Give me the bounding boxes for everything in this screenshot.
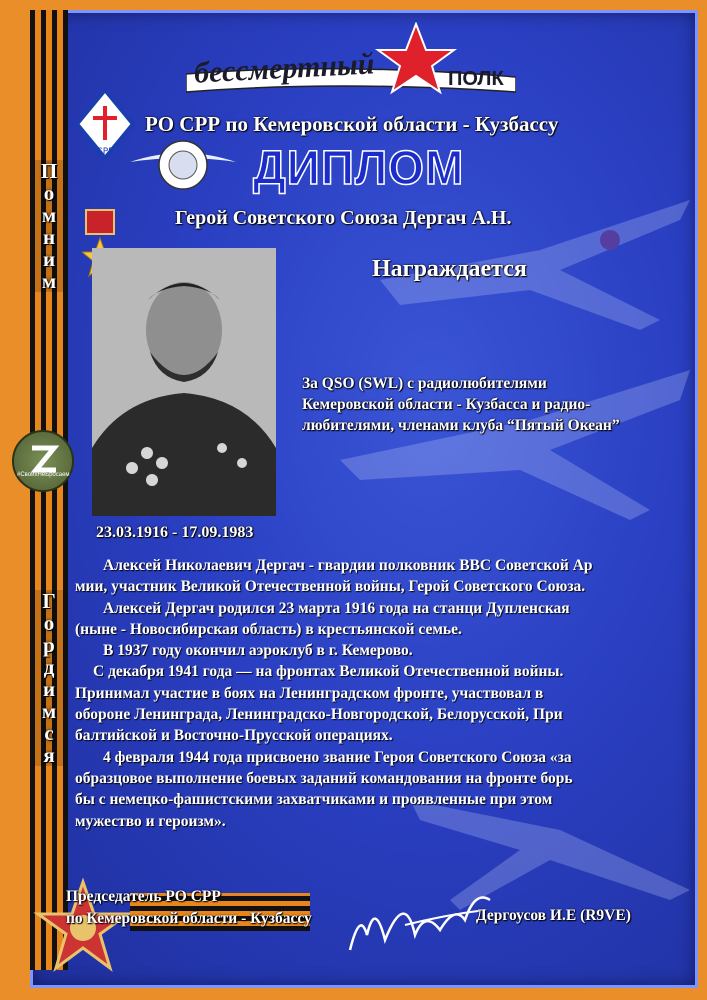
side-letter: м	[41, 203, 57, 227]
hero-name: Герой Советского Союза Дергач А.Н.	[175, 207, 512, 229]
immortal-regiment-logo	[186, 22, 516, 98]
signature-icon	[345, 880, 495, 960]
logo-word-regiment: ПОЛК	[448, 68, 504, 90]
awarded-label: Награждается	[372, 256, 527, 282]
chairman-title-line-1: Председатель РО СРР	[66, 888, 221, 905]
life-dates: 23.03.1916 - 17.09.1983	[96, 524, 254, 541]
club-emblem-icon	[128, 138, 238, 193]
biography-line: балтийской и Восточно-Прусской операциях.	[75, 727, 393, 745]
z-badge-icon	[12, 430, 74, 492]
award-reason-line-2: Кемеровской области - Кузбасса и радио-	[302, 396, 591, 413]
organization-title: РО СРР по Кемеровской области - Кузбассу	[145, 112, 559, 136]
biography-text	[75, 555, 675, 832]
side-letter: и	[42, 677, 56, 701]
signer-name: Дергоусов И.Е (R9VE)	[476, 907, 631, 924]
side-word-top	[34, 160, 64, 292]
side-letter: о	[43, 611, 55, 635]
srr-logo-icon	[75, 88, 135, 160]
diploma-title: ДИПЛОМ	[253, 139, 465, 195]
side-letter: о	[43, 181, 55, 205]
chairman-title-line-2: по Кемеровской области - Кузбассу	[66, 910, 312, 927]
hero-portrait	[92, 248, 276, 516]
biography-line: (ныне - Новосибирская область) в крестьянской семье.	[75, 620, 462, 638]
biography-line: мии, участник Великой Отечественной войны, Герой Советского Союза.	[75, 578, 586, 596]
biography-line: обороне Ленинграда, Ленинградско-Новгородской, Белорусской, При	[75, 706, 563, 724]
side-letter: м	[41, 699, 57, 723]
aircraft-illustration	[330, 340, 698, 540]
biography-line: образцовое выполнение боевых заданий командования на фронте борь	[75, 769, 573, 787]
biography-line: Принимал участие в боях на Ленинградском фронте, участвовал в	[75, 684, 544, 702]
biography-line: С декабря 1941 года — на фронтах Великой Отечественной войны.	[93, 663, 564, 681]
biography-line: мужество и героизм».	[75, 812, 226, 830]
biography-line: Алексей Николаевич Дергач - гвардии полковник ВВС Советской Ар	[103, 557, 593, 574]
side-letter: м	[41, 269, 57, 293]
side-letter: и	[42, 247, 56, 271]
award-reason-line-1: За QSO (SWL) с радиолюбителями	[302, 375, 547, 392]
side-letter: н	[42, 225, 56, 249]
side-word-bottom	[34, 590, 64, 766]
side-letter: р	[43, 633, 55, 657]
biography-line: Алексей Дергач родился 23 марта 1916 года на станци Дупленская	[103, 599, 570, 617]
side-letter: с	[44, 721, 54, 745]
svg-text:СРР: СРР	[96, 147, 114, 157]
badge-caption: #СвоихНеБросаем	[17, 472, 70, 478]
biography-line: 4 февраля 1944 года присвоено звание Героя Советского Союза «за	[103, 748, 572, 766]
side-letter: я	[43, 743, 55, 767]
biography-line: В 1937 году окончил аэроклуб в г. Кемерово.	[103, 642, 413, 660]
logo-word-immortal: бессмертный	[193, 47, 376, 90]
side-letter: П	[40, 159, 58, 183]
biography-line: бы с немецко-фашистскими захватчиками и проявленные при этом	[75, 791, 553, 809]
award-reason-line-3: любителями, членами клуба “Пятый Океан”	[302, 417, 620, 434]
side-letter: Г	[42, 589, 56, 613]
side-letter: д	[43, 655, 55, 679]
